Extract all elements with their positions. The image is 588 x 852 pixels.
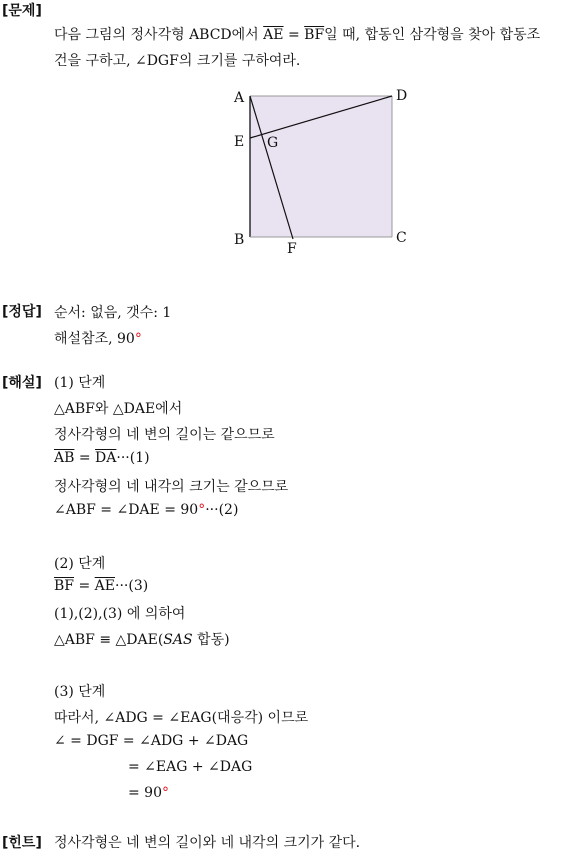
solution-tag: [해설]	[2, 375, 42, 391]
problem-tag: [문제]	[2, 3, 42, 19]
hint-tag: [힌트]	[2, 835, 42, 851]
answer-line-1: 순서: 없음, 갯수: 1	[54, 305, 172, 321]
equation-tag: ···(3)	[115, 578, 149, 594]
answer-line-2	[54, 328, 142, 348]
problem-line-2: 건을 구하고, ∠DGF의 크기를 구하여라.	[54, 53, 301, 69]
solution-line	[54, 450, 150, 466]
label-e: E	[234, 134, 245, 150]
solution-line: = ∠EAG + ∠DAG	[128, 759, 253, 775]
equation-tag: ···(1)	[116, 450, 150, 466]
solution-line: 따라서, ∠ADG = ∠EAG(대응각) 이므로	[54, 710, 309, 726]
segment-ae: $\overline{AE}$	[94, 578, 115, 594]
degree-mark: °	[162, 785, 169, 801]
congruence-text-b: 합동)	[192, 632, 230, 648]
solution-line: ∠ = DGF = ∠ADG + ∠DAG	[54, 733, 249, 749]
label-d: D	[396, 88, 408, 104]
label-c: C	[396, 230, 407, 246]
solution-line	[54, 629, 230, 649]
solution-line: (1),(2),(3) 에 의하여	[54, 606, 186, 622]
segment-bf: $\overline{BF}$	[304, 27, 325, 43]
solution-line: 정사각형의 네 변의 길이는 같으므로	[54, 427, 275, 443]
equals: =	[74, 578, 95, 594]
equation-tag: ···(2)	[205, 502, 239, 518]
answer-tag: [정답]	[2, 304, 42, 320]
solution-line	[128, 785, 169, 801]
problem-text-b: 일 때, 합동인 삼각형을 찾아 합동조	[324, 27, 541, 43]
label-f: F	[287, 241, 297, 257]
problem-text-a: 다음 그림의 정사각형 ABCD에서	[54, 27, 264, 43]
solution-line	[54, 578, 148, 594]
segment-ae: $\overline{AE}$	[263, 27, 284, 43]
segment-da: $\overline{DA}$	[95, 450, 117, 466]
equals: =	[283, 27, 305, 43]
solution-line: △ABF와 △DAE에서	[54, 401, 183, 417]
segment-ab: $\overline{AB}$	[54, 450, 75, 466]
answer-text: 해설참조, 90	[54, 331, 135, 347]
square-figure	[226, 84, 416, 260]
problem-line-1	[54, 24, 540, 44]
solution-line: 정사각형의 네 내각의 크기는 같으므로	[54, 479, 289, 495]
step-1-heading: (1) 단계	[54, 375, 106, 391]
hint-text: 정사각형은 네 변의 길이와 네 내각의 크기가 같다.	[54, 835, 361, 851]
solution-line	[54, 502, 238, 518]
step-2-heading: (2) 단계	[54, 556, 106, 572]
result-text: = 90	[128, 785, 162, 801]
label-b: B	[234, 232, 245, 248]
degree-mark: °	[134, 331, 142, 347]
degree-mark: °	[198, 502, 206, 518]
sas-label: SAS	[163, 632, 193, 648]
congruence-text-a: △ABF ≡ △DAE(	[54, 632, 164, 648]
equals: =	[74, 450, 96, 466]
angle-equation: ∠ABF = ∠DAE = 90	[54, 502, 199, 518]
label-a: A	[234, 90, 245, 106]
label-g: G	[267, 135, 279, 151]
segment-bf: $\overline{BF}$	[54, 578, 75, 594]
step-3-heading: (3) 단계	[54, 684, 106, 700]
